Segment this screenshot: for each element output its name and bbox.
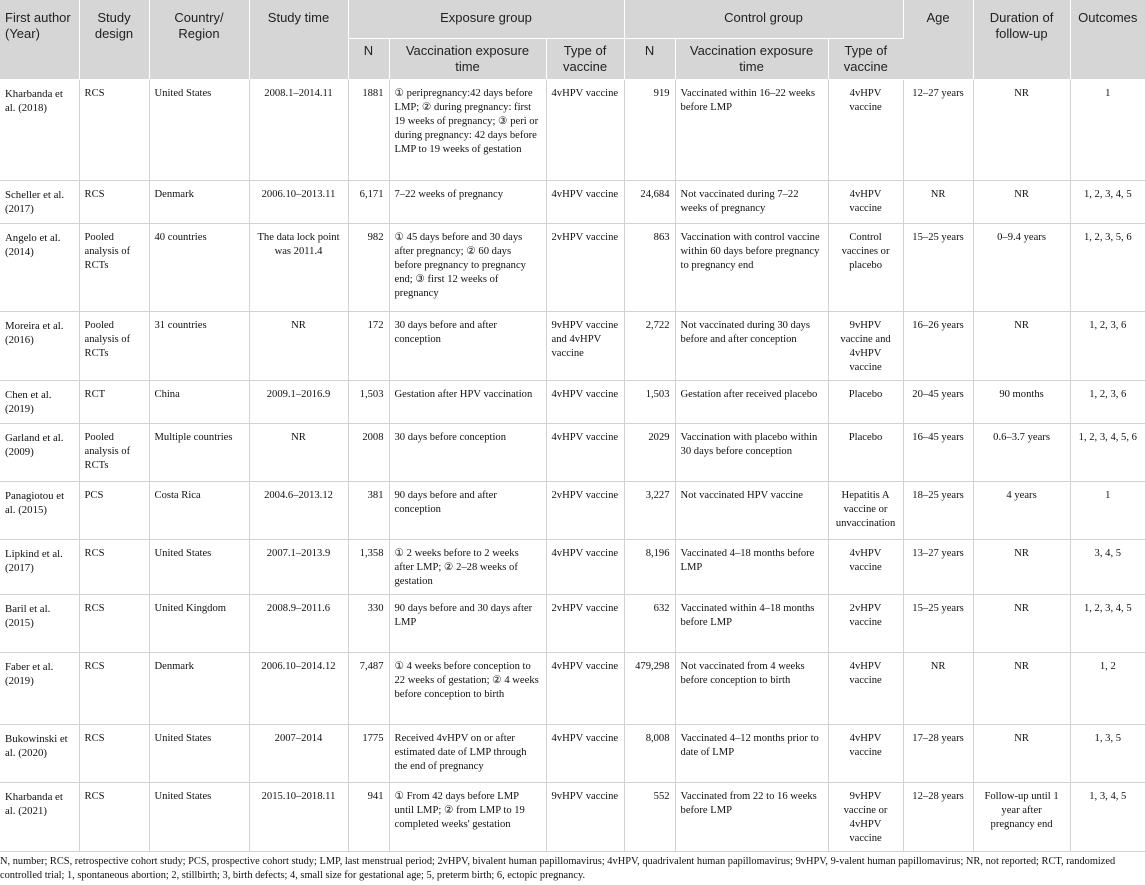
cell-outcomes: 3, 4, 5: [1070, 540, 1145, 595]
cell-study-time: NR: [249, 312, 348, 381]
cell-exposure-n: 2008: [348, 424, 389, 482]
cell-exposure-time: 30 days before and after conception: [389, 312, 546, 381]
cell-author: Panagiotou et al. (2015): [0, 482, 79, 540]
cell-study-time: 2006.10–2013.11: [249, 181, 348, 224]
cell-outcomes: 1, 2, 3, 4, 5: [1070, 595, 1145, 653]
cell-exposure-n: 1881: [348, 80, 389, 181]
cell-control-time: Gestation after received placebo: [675, 381, 828, 424]
cell-author: Chen et al. (2019): [0, 381, 79, 424]
cell-follow-up: 0.6–3.7 years: [973, 424, 1070, 482]
table-row: [0, 424, 1145, 482]
cell-exposure-time: 90 days before and 30 days after LMP: [389, 595, 546, 653]
table-row: [0, 783, 1145, 852]
cell-author: Lipkind et al. (2017): [0, 540, 79, 595]
cell-exposure-time: ① 2 weeks before to 2 weeks after LMP; ② 2–28 weeks of gestation: [389, 540, 546, 595]
cell-exposure-type: 4vHPV vaccine: [546, 540, 624, 595]
cell-control-type: Placebo: [828, 424, 903, 482]
cell-control-type: 9vHPV vaccine and 4vHPV vaccine: [828, 312, 903, 381]
cell-control-n: 8,008: [624, 725, 675, 783]
cell-author: Kharbanda et al. (2018): [0, 80, 79, 181]
cell-exposure-time: Received 4vHPV on or after estimated date of LMP through the end of pregnancy: [389, 725, 546, 783]
table-header: [0, 0, 1145, 80]
header-exposure-group: Exposure group: [348, 0, 624, 39]
cell-study-time: 2007.1–2013.9: [249, 540, 348, 595]
header-country: Country/ Region: [149, 0, 249, 80]
cell-outcomes: 1, 2, 3, 6: [1070, 381, 1145, 424]
cell-control-n: 8,196: [624, 540, 675, 595]
cell-outcomes: 1, 3, 5: [1070, 725, 1145, 783]
cell-outcomes: 1, 2, 3, 4, 5: [1070, 181, 1145, 224]
cell-author: Moreira et al. (2016): [0, 312, 79, 381]
cell-age: 13–27 years: [903, 540, 973, 595]
header-control-n: N: [624, 39, 675, 80]
header-control-type: Type of vaccine: [828, 39, 903, 80]
table-row: [0, 653, 1145, 725]
cell-author: Garland et al. (2009): [0, 424, 79, 482]
header-study-time: Study time: [249, 0, 348, 80]
cell-exposure-n: 982: [348, 224, 389, 312]
cell-control-time: Vaccinated from 22 to 16 weeks before LMP: [675, 783, 828, 852]
header-exposure-time: Vaccination exposure time: [389, 39, 546, 80]
table-row: [0, 540, 1145, 595]
cell-exposure-n: 6,171: [348, 181, 389, 224]
cell-control-type: Control vaccines or placebo: [828, 224, 903, 312]
cell-design: RCS: [79, 540, 149, 595]
cell-follow-up: NR: [973, 80, 1070, 181]
cell-design: Pooled analysis of RCTs: [79, 224, 149, 312]
cell-exposure-time: ① 45 days before and 30 days after pregnancy; ② 60 days before pregnancy to pregnancy end; ③ first 12 weeks of pregnancy: [389, 224, 546, 312]
table-row: [0, 80, 1145, 181]
cell-control-type: Hepatitis A vaccine or unvaccination: [828, 482, 903, 540]
table-footnote: N, number; RCS, retrospective cohort study; PCS, prospective cohort study; LMP, last menstrual period; 2vHPV, bivalent human papillomavirus; 4vHPV, quadrivalent human papillomavirus; 9vHPV, 9-valent human papillomavirus; NR, not reported; RCT, randomized controlled trial; 1, spontaneous abortion; 2, stillbirth; 3, birth defects; 4, small size for gestational age; 5, preterm birth; 6, ectopic pregnancy.: [0, 856, 1116, 881]
cell-age: 16–45 years: [903, 424, 973, 482]
cell-exposure-type: 4vHPV vaccine: [546, 653, 624, 725]
cell-country: United States: [149, 80, 249, 181]
table-row: [0, 381, 1145, 424]
header-control-time: Vaccination exposure time: [675, 39, 828, 80]
cell-exposure-n: 941: [348, 783, 389, 852]
cell-control-type: 4vHPV vaccine: [828, 653, 903, 725]
cell-exposure-type: 4vHPV vaccine: [546, 381, 624, 424]
cell-age: 18–25 years: [903, 482, 973, 540]
cell-design: RCS: [79, 181, 149, 224]
cell-outcomes: 1, 2, 3, 6: [1070, 312, 1145, 381]
cell-follow-up: NR: [973, 312, 1070, 381]
cell-exposure-time: 90 days before and after conception: [389, 482, 546, 540]
cell-control-type: 2vHPV vaccine: [828, 595, 903, 653]
cell-exposure-n: 1,358: [348, 540, 389, 595]
cell-design: Pooled analysis of RCTs: [79, 424, 149, 482]
cell-exposure-type: 2vHPV vaccine: [546, 224, 624, 312]
cell-country: United States: [149, 540, 249, 595]
cell-study-time: 2007–2014: [249, 725, 348, 783]
cell-exposure-type: 4vHPV vaccine: [546, 725, 624, 783]
cell-age: 20–45 years: [903, 381, 973, 424]
cell-exposure-type: 2vHPV vaccine: [546, 595, 624, 653]
cell-country: United States: [149, 783, 249, 852]
header-first-author: First author (Year): [0, 0, 79, 80]
cell-exposure-type: 4vHPV vaccine: [546, 80, 624, 181]
cell-design: RCS: [79, 80, 149, 181]
cell-age: 12–28 years: [903, 783, 973, 852]
cell-control-n: 3,227: [624, 482, 675, 540]
cell-study-time: 2008.1–2014.11: [249, 80, 348, 181]
cell-country: China: [149, 381, 249, 424]
cell-exposure-type: 9vHPV vaccine and 4vHPV vaccine: [546, 312, 624, 381]
cell-control-type: Placebo: [828, 381, 903, 424]
cell-design: RCS: [79, 725, 149, 783]
cell-control-time: Vaccination with placebo within 30 days before conception: [675, 424, 828, 482]
cell-study-time: The data lock point was 2011.4: [249, 224, 348, 312]
cell-exposure-n: 330: [348, 595, 389, 653]
cell-exposure-time: ① peripregnancy:42 days before LMP; ② during pregnancy: first 19 weeks of pregnancy; ③ peri or during pregnancy: 42 days before LMP to 19 weeks of gestation: [389, 80, 546, 181]
cell-follow-up: NR: [973, 653, 1070, 725]
cell-control-type: 4vHPV vaccine: [828, 181, 903, 224]
cell-study-time: NR: [249, 424, 348, 482]
cell-control-n: 919: [624, 80, 675, 181]
cell-country: 31 countries: [149, 312, 249, 381]
cell-author: Baril et al. (2015): [0, 595, 79, 653]
cell-follow-up: 90 months: [973, 381, 1070, 424]
cell-country: Denmark: [149, 653, 249, 725]
cell-country: Costa Rica: [149, 482, 249, 540]
cell-exposure-time: ① 4 weeks before conception to 22 weeks of gestation; ② 4 weeks before conception to birth: [389, 653, 546, 725]
cell-exposure-time: 7–22 weeks of pregnancy: [389, 181, 546, 224]
cell-age: 15–25 years: [903, 224, 973, 312]
cell-exposure-n: 172: [348, 312, 389, 381]
cell-author: Scheller et al. (2017): [0, 181, 79, 224]
cell-country: United Kingdom: [149, 595, 249, 653]
cell-control-type: 9vHPV vaccine or 4vHPV vaccine: [828, 783, 903, 852]
cell-control-n: 2029: [624, 424, 675, 482]
cell-exposure-time: ① From 42 days before LMP until LMP; ② from LMP to 19 completed weeks' gestation: [389, 783, 546, 852]
cell-age: 17–28 years: [903, 725, 973, 783]
cell-exposure-n: 1,503: [348, 381, 389, 424]
table-row: [0, 482, 1145, 540]
cell-author: Kharbanda et al. (2021): [0, 783, 79, 852]
cell-outcomes: 1, 2: [1070, 653, 1145, 725]
header-outcomes: Outcomes: [1070, 0, 1145, 80]
cell-follow-up: NR: [973, 181, 1070, 224]
cell-follow-up: Follow-up until 1 year after pregnancy end: [973, 783, 1070, 852]
cell-outcomes: 1, 2, 3, 4, 5, 6: [1070, 424, 1145, 482]
cell-age: 15–25 years: [903, 595, 973, 653]
cell-country: United States: [149, 725, 249, 783]
header-age: Age: [903, 0, 973, 80]
cell-age: 12–27 years: [903, 80, 973, 181]
header-exposure-n: N: [348, 39, 389, 80]
cell-exposure-time: 30 days before conception: [389, 424, 546, 482]
cell-country: Multiple countries: [149, 424, 249, 482]
cell-age: NR: [903, 653, 973, 725]
cell-design: PCS: [79, 482, 149, 540]
cell-author: Faber et al. (2019): [0, 653, 79, 725]
cell-design: RCT: [79, 381, 149, 424]
cell-control-n: 552: [624, 783, 675, 852]
cell-exposure-type: 4vHPV vaccine: [546, 424, 624, 482]
cell-age: 16–26 years: [903, 312, 973, 381]
cell-control-type: 4vHPV vaccine: [828, 80, 903, 181]
cell-follow-up: NR: [973, 725, 1070, 783]
cell-country: Denmark: [149, 181, 249, 224]
cell-control-time: Vaccinated within 16–22 weeks before LMP: [675, 80, 828, 181]
cell-author: Angelo et al. (2014): [0, 224, 79, 312]
cell-study-time: 2008.9–2011.6: [249, 595, 348, 653]
cell-exposure-type: 4vHPV vaccine: [546, 181, 624, 224]
table-body: [0, 80, 1145, 852]
cell-design: RCS: [79, 653, 149, 725]
header-study-design: Study design: [79, 0, 149, 80]
cell-control-n: 863: [624, 224, 675, 312]
cell-control-n: 632: [624, 595, 675, 653]
cell-exposure-n: 381: [348, 482, 389, 540]
cell-outcomes: 1: [1070, 80, 1145, 181]
cell-exposure-type: 2vHPV vaccine: [546, 482, 624, 540]
table-row: [0, 181, 1145, 224]
cell-exposure-n: 7,487: [348, 653, 389, 725]
table-row: [0, 595, 1145, 653]
cell-control-time: Not vaccinated during 30 days before and after conception: [675, 312, 828, 381]
cell-author: Bukowinski et al. (2020): [0, 725, 79, 783]
cell-follow-up: NR: [973, 540, 1070, 595]
cell-control-n: 24,684: [624, 181, 675, 224]
cell-control-n: 1,503: [624, 381, 675, 424]
cell-age: NR: [903, 181, 973, 224]
cell-outcomes: 1: [1070, 482, 1145, 540]
cell-control-time: Vaccinated 4–12 months prior to date of LMP: [675, 725, 828, 783]
cell-control-time: Not vaccinated from 4 weeks before conception to birth: [675, 653, 828, 725]
cell-control-n: 479,298: [624, 653, 675, 725]
cell-exposure-type: 9vHPV vaccine: [546, 783, 624, 852]
cell-outcomes: 1, 2, 3, 5, 6: [1070, 224, 1145, 312]
header-control-group: Control group: [624, 0, 903, 39]
header-exposure-type: Type of vaccine: [546, 39, 624, 80]
cell-country: 40 countries: [149, 224, 249, 312]
cell-outcomes: 1, 3, 4, 5: [1070, 783, 1145, 852]
header-follow-up: Duration of follow-up: [973, 0, 1070, 80]
cell-control-time: Vaccinated within 4–18 months before LMP: [675, 595, 828, 653]
cell-exposure-time: Gestation after HPV vaccination: [389, 381, 546, 424]
cell-control-time: Vaccination with control vaccine within 60 days before pregnancy to pregnancy end: [675, 224, 828, 312]
cell-control-n: 2,722: [624, 312, 675, 381]
cell-follow-up: 0–9.4 years: [973, 224, 1070, 312]
cell-study-time: 2015.10–2018.11: [249, 783, 348, 852]
table-row: [0, 312, 1145, 381]
cell-control-time: Not vaccinated HPV vaccine: [675, 482, 828, 540]
cell-design: RCS: [79, 783, 149, 852]
cell-control-time: Vaccinated 4–18 months before LMP: [675, 540, 828, 595]
cell-follow-up: NR: [973, 595, 1070, 653]
cell-control-time: Not vaccinated during 7–22 weeks of pregnancy: [675, 181, 828, 224]
cell-study-time: 2004.6–2013.12: [249, 482, 348, 540]
cell-control-type: 4vHPV vaccine: [828, 540, 903, 595]
cell-exposure-n: 1775: [348, 725, 389, 783]
cell-design: Pooled analysis of RCTs: [79, 312, 149, 381]
cell-control-type: 4vHPV vaccine: [828, 725, 903, 783]
cell-study-time: 2006.10–2014.12: [249, 653, 348, 725]
cell-study-time: 2009.1–2016.9: [249, 381, 348, 424]
table-row: [0, 224, 1145, 312]
cell-follow-up: 4 years: [973, 482, 1070, 540]
cell-design: RCS: [79, 595, 149, 653]
table-row: [0, 725, 1145, 783]
